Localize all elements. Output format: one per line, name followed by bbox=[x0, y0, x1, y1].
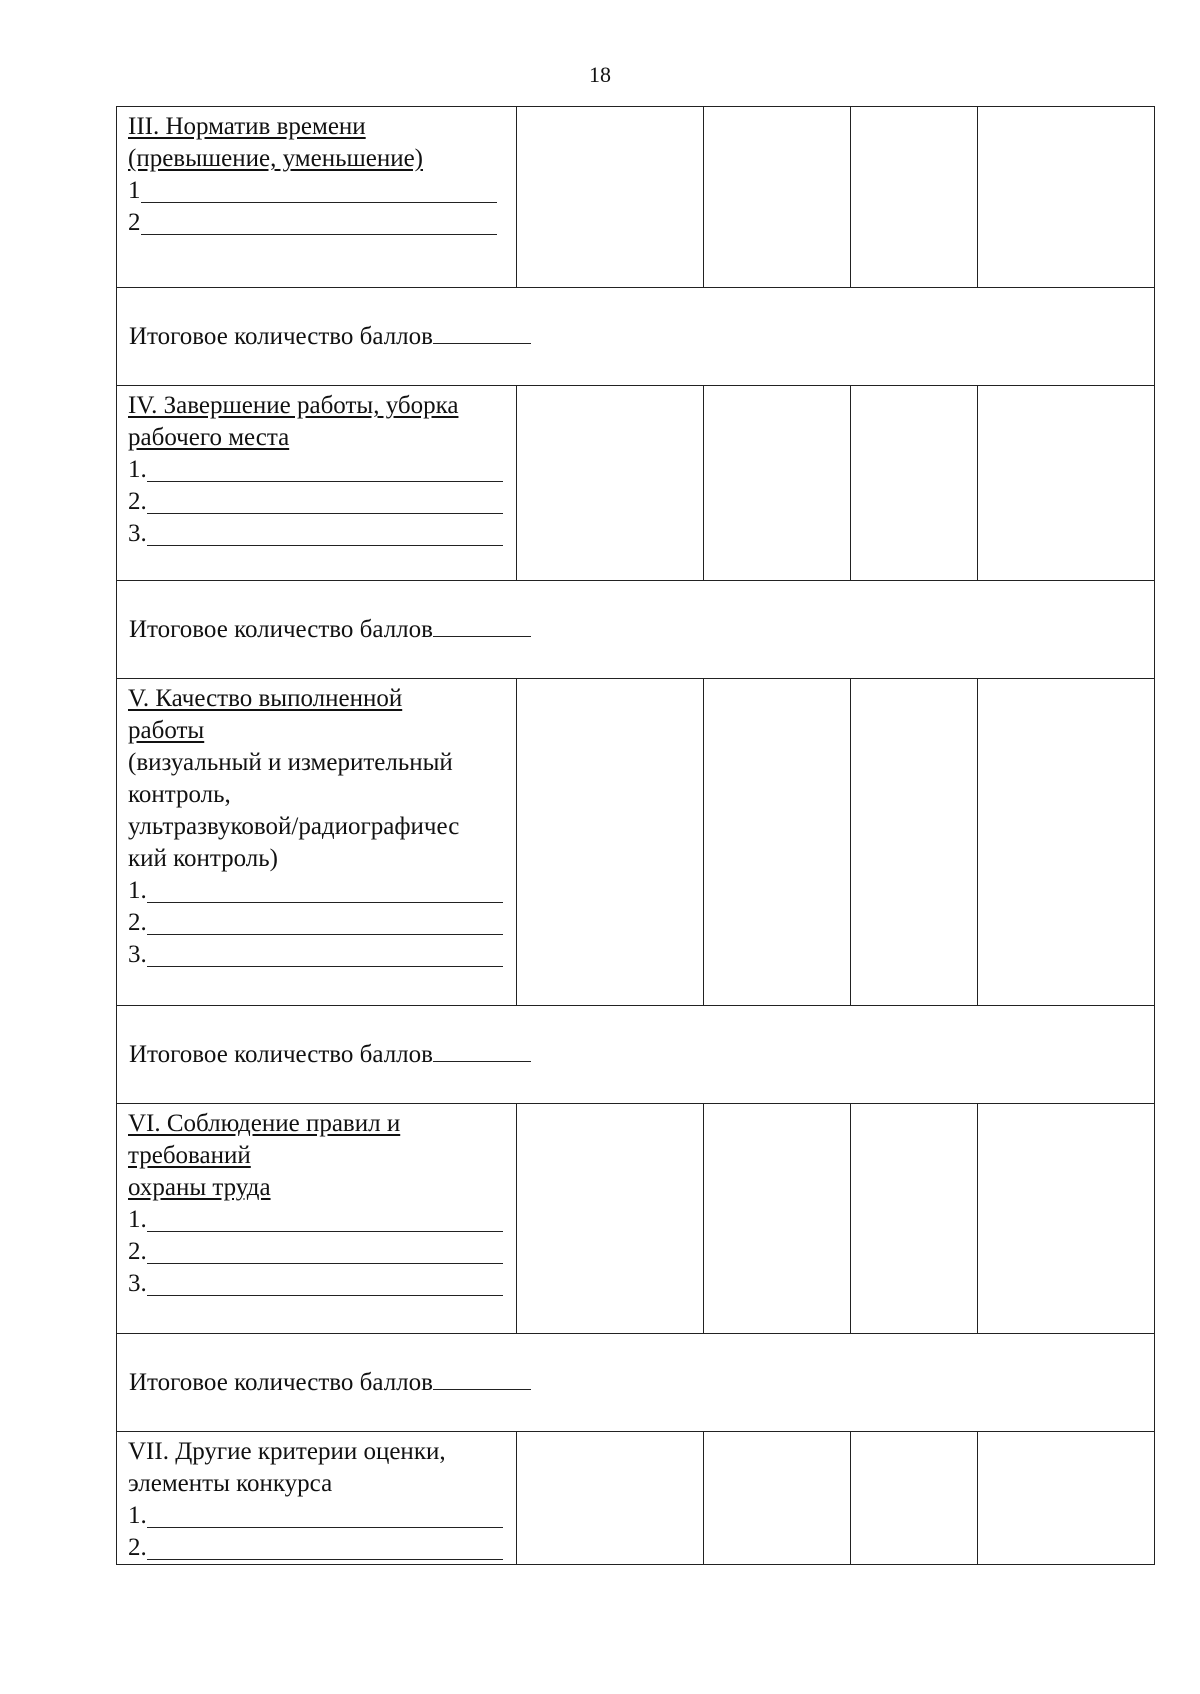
total-row bbox=[117, 288, 1155, 386]
criterion-item bbox=[128, 207, 508, 239]
criterion-note: элементы конкурса bbox=[128, 1470, 333, 1497]
item-blank-line[interactable] bbox=[147, 876, 503, 903]
criterion-title: (превышение, уменьшение) bbox=[128, 145, 423, 172]
total-score-blank[interactable] bbox=[433, 323, 531, 344]
score-cell[interactable] bbox=[851, 679, 978, 1006]
criterion-row bbox=[117, 107, 1155, 288]
criterion-item bbox=[128, 1204, 508, 1236]
criterion-title: работы bbox=[128, 717, 205, 744]
score-cell[interactable] bbox=[851, 1432, 978, 1565]
score-cell[interactable] bbox=[517, 386, 704, 581]
item-number: 2. bbox=[128, 1534, 147, 1561]
criterion-note: ультразвуковой/радиографичес bbox=[128, 813, 460, 840]
criterion-item bbox=[128, 907, 508, 939]
criterion-note: контроль, bbox=[128, 781, 231, 808]
criterion-cell bbox=[117, 386, 517, 581]
criterion-item bbox=[128, 1268, 508, 1300]
score-cell[interactable] bbox=[517, 107, 704, 288]
evaluation-table bbox=[116, 106, 1155, 1565]
item-blank-line[interactable] bbox=[147, 1237, 503, 1264]
criterion-item bbox=[128, 1500, 508, 1532]
criterion-title: рабочего места bbox=[128, 424, 290, 451]
total-score-label: Итоговое количество баллов bbox=[129, 615, 433, 643]
criterion-row bbox=[117, 1432, 1155, 1565]
score-cell[interactable] bbox=[978, 107, 1155, 288]
criterion-row bbox=[117, 386, 1155, 581]
total-score-blank[interactable] bbox=[433, 1041, 531, 1062]
criterion-item bbox=[128, 939, 508, 971]
criterion-cell bbox=[117, 679, 517, 1006]
criterion-item bbox=[128, 175, 508, 207]
total-cell bbox=[117, 581, 1155, 679]
criterion-title: VI. Соблюдение правил и bbox=[128, 1110, 401, 1137]
score-cell[interactable] bbox=[704, 107, 851, 288]
item-blank-line[interactable] bbox=[141, 208, 497, 235]
item-number: 3. bbox=[128, 941, 147, 968]
item-blank-line[interactable] bbox=[147, 908, 503, 935]
score-cell[interactable] bbox=[978, 679, 1155, 1006]
score-cell[interactable] bbox=[978, 386, 1155, 581]
item-blank-line[interactable] bbox=[147, 1533, 503, 1560]
score-cell[interactable] bbox=[704, 1432, 851, 1565]
page-number: 18 bbox=[589, 62, 611, 87]
score-cell[interactable] bbox=[517, 679, 704, 1006]
criterion-item bbox=[128, 454, 508, 486]
criterion-title: IV. Завершение работы, уборка bbox=[128, 392, 459, 419]
score-cell[interactable] bbox=[517, 1432, 704, 1565]
total-cell bbox=[117, 1334, 1155, 1432]
item-blank-line[interactable] bbox=[141, 176, 497, 203]
score-cell[interactable] bbox=[851, 386, 978, 581]
item-blank-line[interactable] bbox=[147, 487, 503, 514]
total-score-label: Итоговое количество баллов bbox=[129, 322, 433, 350]
score-cell[interactable] bbox=[978, 1104, 1155, 1334]
criterion-title: требований bbox=[128, 1142, 251, 1169]
criterion-title: охраны труда bbox=[128, 1174, 271, 1201]
score-cell[interactable] bbox=[704, 679, 851, 1006]
criterion-cell bbox=[117, 1104, 517, 1334]
criterion-item bbox=[128, 518, 508, 550]
total-score-label: Итоговое количество баллов bbox=[129, 1368, 433, 1396]
item-number: 1. bbox=[128, 877, 147, 904]
item-blank-line[interactable] bbox=[147, 1501, 503, 1528]
item-number: 3. bbox=[128, 1270, 147, 1297]
score-cell[interactable] bbox=[517, 1104, 704, 1334]
item-blank-line[interactable] bbox=[147, 455, 503, 482]
item-number: 1. bbox=[128, 1502, 147, 1529]
criterion-row bbox=[117, 1104, 1155, 1334]
score-cell[interactable] bbox=[978, 1432, 1155, 1565]
total-row bbox=[117, 1334, 1155, 1432]
criterion-title: III. Норматив времени bbox=[128, 113, 366, 140]
score-cell[interactable] bbox=[704, 1104, 851, 1334]
item-number: 2. bbox=[128, 488, 147, 515]
criterion-note: VII. Другие критерии оценки, bbox=[128, 1438, 446, 1465]
item-number: 1. bbox=[128, 456, 147, 483]
score-cell[interactable] bbox=[704, 386, 851, 581]
score-cell[interactable] bbox=[851, 107, 978, 288]
criterion-item bbox=[128, 875, 508, 907]
total-row bbox=[117, 1006, 1155, 1104]
criterion-cell bbox=[117, 1432, 517, 1565]
item-blank-line[interactable] bbox=[147, 940, 503, 967]
criterion-item bbox=[128, 1236, 508, 1268]
total-score-blank[interactable] bbox=[433, 616, 531, 637]
item-blank-line[interactable] bbox=[147, 1205, 503, 1232]
criterion-row bbox=[117, 679, 1155, 1006]
criterion-title: V. Качество выполненной bbox=[128, 685, 403, 712]
item-number: 2. bbox=[128, 909, 147, 936]
criterion-note: кий контроль) bbox=[128, 845, 279, 872]
total-cell bbox=[117, 288, 1155, 386]
item-number: 1. bbox=[128, 1206, 147, 1233]
item-number: 2 bbox=[128, 209, 141, 236]
criterion-cell bbox=[117, 107, 517, 288]
score-cell[interactable] bbox=[851, 1104, 978, 1334]
total-score-label: Итоговое количество баллов bbox=[129, 1040, 433, 1068]
item-number: 1 bbox=[128, 177, 141, 204]
criterion-item bbox=[128, 486, 508, 518]
item-number: 3. bbox=[128, 520, 147, 547]
total-score-blank[interactable] bbox=[433, 1369, 531, 1390]
item-blank-line[interactable] bbox=[147, 1269, 503, 1296]
total-row bbox=[117, 581, 1155, 679]
criterion-item bbox=[128, 1532, 508, 1564]
item-blank-line[interactable] bbox=[147, 519, 503, 546]
criterion-note: (визуальный и измерительный bbox=[128, 749, 453, 776]
total-cell bbox=[117, 1006, 1155, 1104]
item-number: 2. bbox=[128, 1238, 147, 1265]
